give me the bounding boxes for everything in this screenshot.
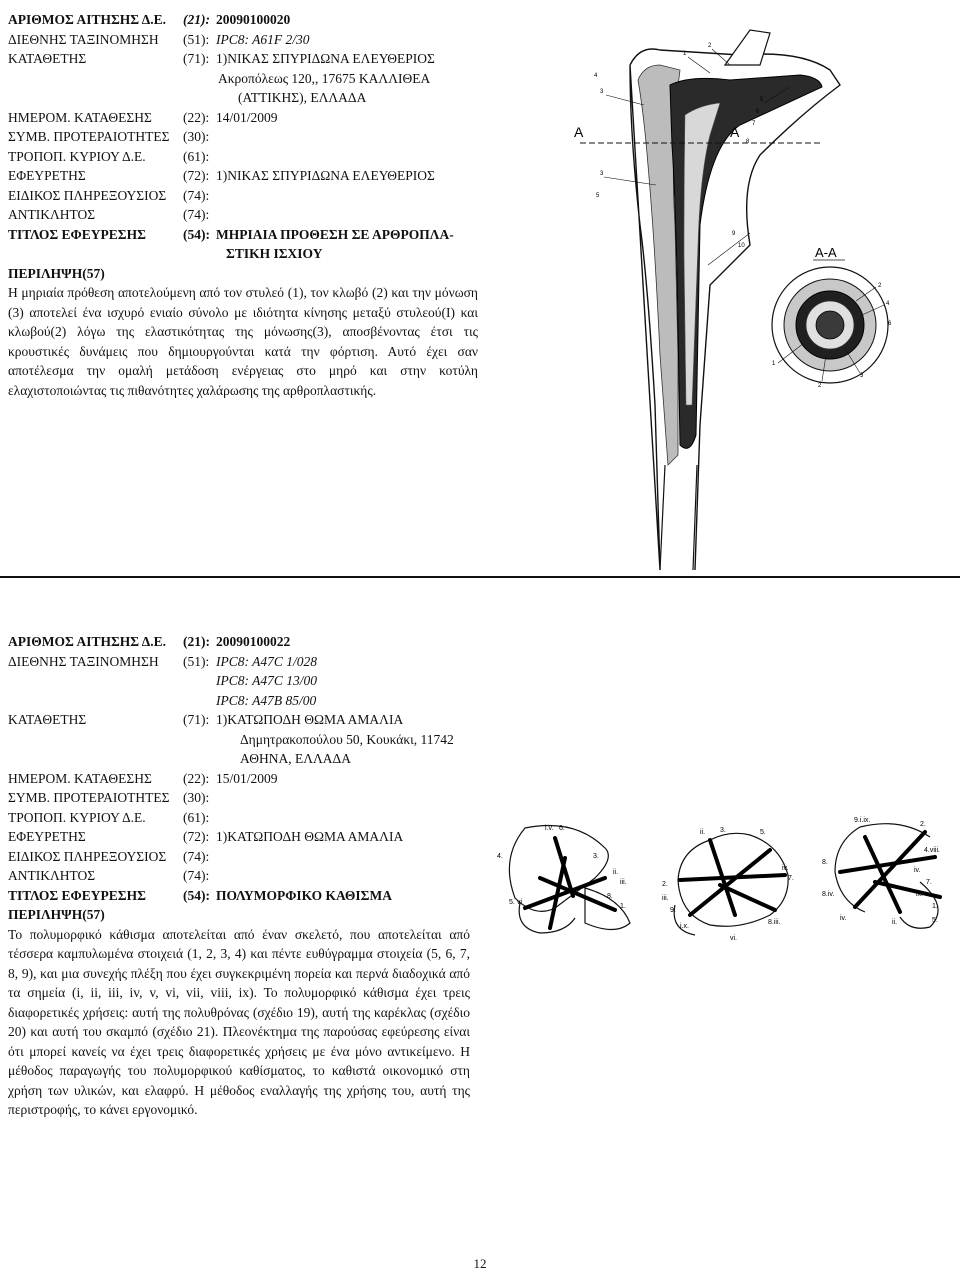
field-code: (61):	[183, 148, 210, 164]
field-code: (30):	[183, 790, 210, 805]
field-code: (22):	[183, 770, 210, 786]
field-label: ΑΝΤΙΚΛΗΤΟΣ	[8, 868, 96, 883]
ref-number: 4	[886, 301, 890, 307]
fig-label: i.x.	[680, 923, 689, 930]
fig-label: ii.	[613, 869, 619, 876]
application-number: 20090100020	[216, 12, 291, 27]
field-code: (61):	[183, 809, 210, 825]
fig-label: 4.	[497, 853, 503, 860]
application-number-row	[8, 632, 470, 652]
applicant-address: Ακροπόλεως 120,, 17675 ΚΑΛΛΙΘΕΑ	[218, 70, 431, 86]
field-code: (74):	[183, 868, 210, 883]
patent-record-2	[8, 632, 470, 1120]
fig-label: 1.	[620, 903, 626, 910]
applicant-name: 1)ΝΙΚΑΣ ΣΠΥΡΙΔΩΝΑ ΕΛΕΥΘΕΡΙΟΣ	[216, 51, 435, 66]
applicant-name: 1)ΚΑΤΩΠΟΔΗ ΘΩΜΑ ΑΜΑΛΙΑ	[216, 712, 404, 727]
fig-label: i.v.	[545, 825, 554, 832]
invention-title: ΜΗΡΙΑΙΑ ΠΡΟΘΕΣΗ ΣΕ ΑΡΘΡΟΠΛΑ-	[216, 226, 454, 242]
field-label: ΔΙΕΘΝΗΣ ΤΑΞΙΝΟΜΗΣΗ	[8, 653, 159, 669]
ref-number: 8	[746, 139, 750, 145]
filing-date-row	[8, 108, 478, 128]
inventor-row	[8, 827, 470, 847]
field-label: ΕΙΔΙΚΟΣ ΠΛΗΡΕΞΟΥΣΙΟΣ	[8, 848, 167, 864]
field-label: ΣΥΜΒ. ΠΡΟΤΕΡΑΙΟΤΗΤΕΣ	[8, 129, 170, 144]
shaft-line	[660, 465, 665, 570]
fig-label: iii.	[620, 879, 627, 886]
inventor-name: 1)ΚΑΤΩΠΟΔΗ ΘΩΜΑ ΑΜΑΛΙΑ	[216, 829, 404, 844]
field-code: (21):	[183, 634, 210, 649]
fig-label: 9.	[670, 907, 676, 914]
page-number: 12	[473, 1256, 487, 1271]
inventor-name: 1)ΝΙΚΑΣ ΣΠΥΡΙΔΩΝΑ ΕΛΕΥΘΕΡΙΟΣ	[216, 168, 435, 183]
applicant-row	[8, 710, 470, 730]
classification-value: IPC8: A47C 1/028	[216, 653, 317, 669]
ref-number: 2	[878, 283, 882, 289]
cross-section-stem	[816, 311, 844, 339]
field-code: (22):	[183, 109, 210, 125]
filing-date-row	[8, 769, 470, 789]
field-label: ΤΙΤΛΟΣ ΕΦΕΥΡΕΣΗΣ	[8, 226, 146, 242]
ref-number: 9	[732, 231, 736, 237]
fig-label: 6.	[559, 825, 565, 832]
field-code: (30):	[183, 129, 210, 144]
filing-date: 14/01/2009	[216, 109, 278, 125]
field-label: ΕΦΕΥΡΕΤΗΣ	[8, 829, 86, 844]
prosthesis-neck	[725, 30, 770, 65]
field-code: (71):	[183, 51, 210, 66]
fig-label: 7.	[926, 879, 932, 886]
field-label: ΗΜΕΡΟΜ. ΚΑΤΑΘΕΣΗΣ	[8, 109, 152, 125]
title-row-continued	[8, 244, 478, 264]
fig-label: 8.	[822, 859, 828, 866]
field-label: ΔΙΕΘΝΗΣ ΤΑΞΙΝΟΜΗΣΗ	[8, 31, 159, 47]
ref-number: 10	[738, 243, 745, 249]
title-row	[8, 886, 470, 906]
fig-label: ii.	[892, 919, 898, 926]
ref-number: 3	[600, 171, 604, 177]
field-label: ΑΡΙΘΜΟΣ ΑΙΤΗΣΗΣ Δ.Ε.	[8, 634, 166, 649]
fig-label: 3.	[593, 853, 599, 860]
field-label: ΕΙΔΙΚΟΣ ΠΛΗΡΕΞΟΥΣΙΟΣ	[8, 187, 167, 203]
title-row	[8, 225, 478, 245]
ref-number: 3	[860, 373, 864, 379]
fig-label: 8.iv.	[822, 891, 835, 898]
field-code: (54):	[183, 226, 210, 242]
fig-label: ix.	[916, 891, 923, 898]
applicant-address: ΑΘΗΝΑ, ΕΛΛΑΔΑ	[240, 751, 351, 766]
classification-row	[8, 671, 470, 691]
ref-number: 2	[708, 43, 712, 49]
invention-title: ΠΟΛΥΜΟΡΦΙΚΟ ΚΑΘΙΣΜΑ	[216, 887, 392, 903]
ref-number: 5	[760, 97, 764, 103]
field-code: (21):	[183, 12, 210, 27]
field-label: ΣΥΜΒ. ΠΡΟΤΕΡΑΙΟΤΗΤΕΣ	[8, 790, 170, 805]
abstract-heading: ΠΕΡΙΛΗΨΗ(57)	[8, 907, 105, 922]
fig-label: 8.iii.	[768, 919, 781, 926]
classification-value: IPC8: A47C 13/00	[216, 673, 317, 688]
fig-label: 4.viii.	[924, 847, 940, 854]
abstract-heading: ΠΕΡΙΛΗΨΗ(57)	[8, 265, 105, 281]
ref-number: 1	[683, 51, 687, 57]
classification-value: IPC8: A47B 85/00	[216, 692, 317, 708]
applicant-address-row	[8, 730, 470, 750]
field-code: (51):	[183, 653, 210, 669]
ref-number: 3	[600, 89, 604, 95]
field-code: (72):	[183, 168, 210, 183]
field-code: (51):	[183, 31, 210, 47]
applicant-row	[8, 49, 478, 69]
section-label: A	[730, 124, 740, 140]
classification-row	[8, 691, 470, 711]
ref-number: 5	[596, 193, 600, 199]
fig-label: 5.	[509, 899, 515, 906]
fig-label: 2.	[920, 821, 926, 828]
classification-row	[8, 30, 478, 50]
field-code: (74):	[183, 187, 210, 203]
fig-label: iv.	[782, 865, 789, 872]
priority-row	[8, 788, 470, 808]
applicant-address: Δημητρακοπούλου 50, Κουκάκι, 11742	[240, 731, 454, 747]
seat-figure-chair	[660, 820, 805, 945]
field-code: (71):	[183, 712, 210, 727]
inventor-row	[8, 166, 478, 186]
fig-label: iv.	[840, 915, 847, 922]
ref-number: 7	[752, 121, 756, 127]
field-label: ΑΡΙΘΜΟΣ ΑΙΤΗΣΗΣ Δ.Ε.	[8, 12, 166, 27]
representative-row	[8, 205, 478, 225]
fig-label: 2.	[662, 881, 668, 888]
fig-label: 8.	[607, 893, 613, 900]
fig-label: 3.	[720, 827, 726, 834]
classification-row	[8, 652, 470, 672]
fig-label: vi	[517, 899, 523, 906]
agent-row	[8, 186, 478, 206]
applicant-address-row	[8, 88, 478, 108]
modification-row	[8, 147, 478, 167]
field-code: (54):	[183, 887, 210, 903]
invention-title: ΣΤΙΚΗ ΙΣΧΙΟΥ	[226, 246, 323, 261]
fig-label: 9.i.ix.	[854, 817, 871, 824]
abstract-text: Η μηριαία πρόθεση αποτελούμενη από τον στυλεό (1), τον κλωβό (2) και την μόνωση (3) αποτελεί ένα ισχυρό ενιαίο σύνολο με ιδιότητα κίνησης μεταξύ στυλεού(Ι) και κλωβού(2) λόγω της ελαστικότητας της μόνωσης(3), αποσβένοντας έτσι τις κρουστικές δυνάμεις που δημιουργούνται κατά την φόρτιση. Αυτό έχει σαν αποτέλεσμα την ομαλή μετάδοση ενέργειας στο μηρό και στην κοτύλη ελαχιστοποιώντας τις πιθανότητες χαλάρωσης της αρθροπλαστικής.	[8, 285, 478, 398]
seat-figure-armchair	[495, 818, 640, 943]
fig-label: 5.	[932, 917, 938, 924]
agent-row	[8, 847, 470, 867]
applicant-address-row	[8, 749, 470, 769]
ref-number: 4	[594, 73, 598, 79]
fig-label: vi.	[730, 935, 737, 942]
application-number-row	[8, 10, 478, 30]
fig-label: 1.	[932, 903, 938, 910]
field-label: ΕΦΕΥΡΕΤΗΣ	[8, 168, 86, 183]
abstract-text: Το πολυμορφικό κάθισμα αποτελείται από έναν σκελετό, που αποτελείται από τέσσερα καμπυλωμένα στοιχειά (1, 2, 3, 4) και πέντε ευθύγραμμα στοιχεία (5, 6, 7, 8, 9), και μια συνεχής πλέξη που έχει συγκεκριμένη πορεία και περνά διαδοχικά από τα σημεία (i, ii, iii, iv, v, vi, vii, viii, ix). Το πολυμορφικό κάθισμα έχει τρεις διαφορετικές χρήσεις: αυτή της πολυθρόνας (σχέδιο 19), αυτή της καρέκλας (σχέδιο 20) και αυτή του σκαμπό (σχέδιο 21). Πλεονέκτημα της παρούσας εφεύρεσης είναι ότι μπορεί κανείς να έχει τρεις διαφορετικές χρήσεις με ένα μόνο αντικείμενο. Η μέθοδος παραγωγής του πολυμορφικού καθίσματος, το καθιστά οικονομικό στη χρήση των υλικών, και ελαφρύ. Η μέθοδος εναλλαγής της χρήσης του, αυτή της περιστροφής, το κάνει εργονομικό.	[8, 926, 470, 1117]
ref-number: 2	[818, 383, 822, 389]
field-label: ΤΡΟΠΟΠ. ΚΥΡΙΟΥ Δ.Ε.	[8, 148, 146, 164]
applicant-address-row	[8, 69, 478, 89]
filing-date: 15/01/2009	[216, 770, 278, 786]
classification-value: IPC8: A61F 2/30	[216, 31, 310, 47]
patent-record-1	[8, 10, 478, 400]
field-label: ΗΜΕΡΟΜ. ΚΑΤΑΘΕΣΗΣ	[8, 770, 152, 786]
record-divider	[0, 576, 960, 578]
section-label: A-A	[815, 245, 837, 260]
representative-row	[8, 866, 470, 886]
application-number: 20090100022	[216, 634, 291, 649]
applicant-address: (ΑΤΤΙΚΗΣ), ΕΛΛΑΔΑ	[238, 90, 367, 105]
ref-number: 1	[772, 361, 776, 367]
ref-number: 6	[888, 321, 892, 327]
field-label: ΚΑΤΑΘΕΤΗΣ	[8, 51, 87, 66]
fig-label: iii.	[662, 895, 669, 902]
hip-prosthesis-figure	[560, 25, 940, 570]
field-code: (74):	[183, 848, 210, 864]
modification-row	[8, 808, 470, 828]
field-label: ΑΝΤΙΚΛΗΤΟΣ	[8, 207, 96, 222]
fig-label: 7.	[788, 875, 794, 882]
fig-label: ii.	[700, 829, 706, 836]
section-label: A	[574, 124, 584, 140]
fig-label: iv.	[914, 867, 921, 874]
field-label: ΤΡΟΠΟΠ. ΚΥΡΙΟΥ Δ.Ε.	[8, 809, 146, 825]
fig-label: 5.	[760, 829, 766, 836]
field-label: ΚΑΤΑΘΕΤΗΣ	[8, 712, 87, 727]
priority-row	[8, 127, 478, 147]
seat-figure-stool	[820, 812, 960, 937]
field-label: ΤΙΤΛΟΣ ΕΦΕΥΡΕΣΗΣ	[8, 887, 146, 903]
field-code: (74):	[183, 207, 210, 222]
field-code: (72):	[183, 829, 210, 844]
ref-number: 6	[756, 109, 760, 115]
